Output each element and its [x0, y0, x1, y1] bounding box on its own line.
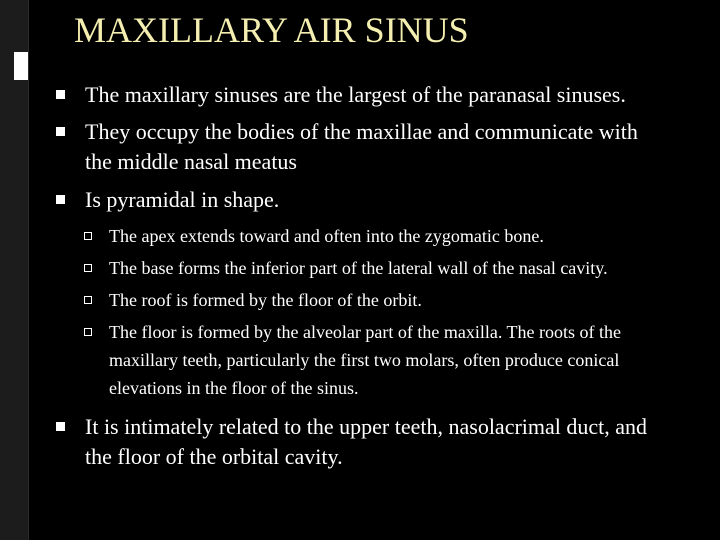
bullet-text: The maxillary sinuses are the largest of the paranasal sinuses. [85, 82, 626, 107]
sub-bullet-text: The floor is formed by the alveolar part of the maxilla. The roots of the maxillary teeth, particularly the first two molars, often produce conical elevations in the floor of the sinus. [109, 322, 622, 398]
hollow-square-bullet-icon [84, 264, 92, 272]
square-bullet-icon [56, 127, 65, 136]
hollow-square-bullet-icon [84, 328, 92, 336]
slide-title: MAXILLARY AIR SINUS [74, 10, 469, 50]
bullet-text: They occupy the bodies of the maxillae and communicate with the middle nasal meatus [85, 119, 638, 174]
square-bullet-icon [56, 90, 65, 99]
accent-bar [14, 52, 28, 80]
bullet-item [55, 117, 665, 177]
bullet-text: Is pyramidal in shape. [85, 187, 280, 212]
sub-bullet-item [55, 222, 665, 250]
sub-bullet-item [55, 254, 665, 282]
square-bullet-icon [56, 422, 65, 431]
hollow-square-bullet-icon [84, 232, 92, 240]
slide-body [55, 80, 665, 472]
sub-bullet-list [55, 222, 665, 402]
bullet-item [55, 80, 665, 110]
sidebar-divider [28, 0, 29, 540]
bullet-item [55, 185, 665, 215]
sub-bullet-item [55, 286, 665, 314]
square-bullet-icon [56, 195, 65, 204]
sub-bullet-item [55, 318, 665, 402]
sub-bullet-text: The apex extends toward and often into the zygomatic bone. [109, 226, 544, 246]
hollow-square-bullet-icon [84, 296, 92, 304]
left-sidebar [0, 0, 28, 540]
sub-bullet-text: The base forms the inferior part of the lateral wall of the nasal cavity. [109, 258, 608, 278]
bullet-item [55, 412, 665, 472]
sub-bullet-text: The roof is formed by the floor of the orbit. [109, 290, 422, 310]
bullet-text: It is intimately related to the upper teeth, nasolacrimal duct, and the floor of the orbital cavity. [85, 414, 648, 469]
